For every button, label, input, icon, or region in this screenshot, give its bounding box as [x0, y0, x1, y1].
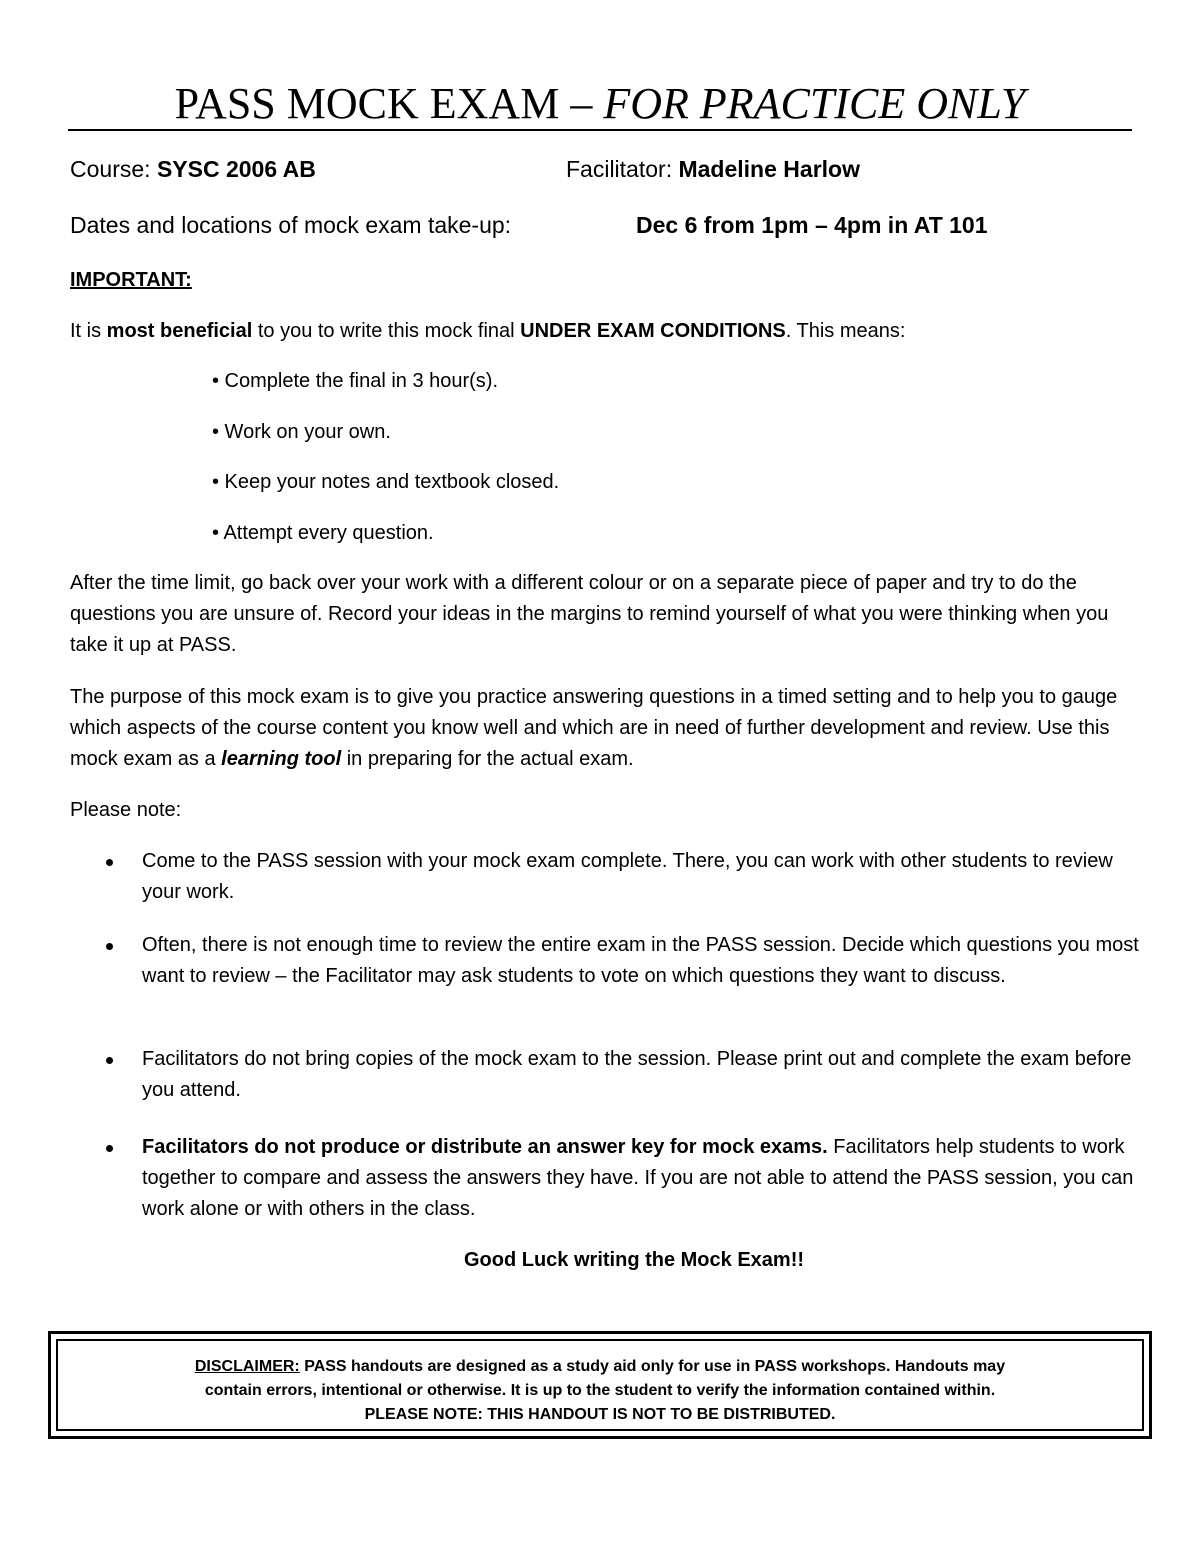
facilitator-label: Facilitator: — [566, 156, 679, 182]
after-time-paragraph: After the time limit, go back over your work with a different colour or on a separate piece of paper and try to do the questions you are unsure of. Record your ideas in the margins to remind yourself of what you were thinking when you take it up at PASS. — [70, 572, 1109, 656]
disclaimer-label: DISCLAIMER: — [194, 1358, 300, 1375]
title-divider — [68, 129, 1132, 131]
course-value: SYSC 2006 AB — [156, 156, 316, 182]
please-note-list — [70, 846, 1140, 1226]
bullet-icon — [106, 1057, 113, 1064]
condition-item: • Complete the final in 3 hour(s). — [212, 370, 499, 392]
intro-bold-2: UNDER EXAM CONDITIONS — [520, 320, 786, 342]
title-emphasis: FOR PRACTICE ONLY — [603, 79, 1026, 128]
disclaimer-box — [48, 1331, 1152, 1439]
title-main: PASS MOCK EXAM – — [174, 79, 604, 128]
facilitator-value: Madeline Harlow — [678, 156, 860, 182]
intro-text-1: It is — [70, 320, 107, 342]
bullet-icon — [106, 859, 113, 866]
purpose-text-1: The purpose of this mock exam is to give you practice answering questions in a timed setting and to help you to gauge which aspects of the course content you know well and which are in need of further development and review. Use this mock exam as a — [70, 686, 1118, 770]
disclaimer-line-1: DISCLAIMER: PASS handouts are designed as a study aid only for use in PASS workshops. Handouts may — [194, 1358, 1006, 1375]
intro-bold-1: most beneficial — [106, 320, 253, 342]
page-title — [0, 78, 1200, 130]
closing-message: Good Luck writing the Mock Exam!! — [463, 1249, 805, 1271]
intro-text-3: . This means: — [785, 320, 906, 342]
course-line — [70, 154, 316, 184]
list-item-text: Often, there is not enough time to review the entire exam in the PASS session. Decide which questions you most want to review – the Facilitator may ask students to vote on which questions they want to discuss. — [142, 934, 1139, 987]
purpose-emphasis: learning tool — [221, 748, 342, 770]
condition-item: • Work on your own. — [212, 421, 391, 443]
condition-item: • Attempt every question. — [212, 522, 434, 544]
disclaimer-text — [58, 1355, 1142, 1427]
dates-label: Dates and locations of mock exam take-up: — [70, 212, 512, 238]
important-heading: IMPORTANT: — [70, 269, 192, 291]
course-label: Course: — [70, 156, 157, 182]
disclaimer-line-3: PLEASE NOTE: THIS HANDOUT IS NOT TO BE DISTRIBUTED. — [364, 1406, 836, 1423]
list-item-text: Facilitators do not bring copies of the mock exam to the session. Please print out and complete the exam before you attend. — [142, 1048, 1132, 1101]
disclaimer-line-2: contain errors, intentional or otherwise. It is up to the student to verify the information contained within. — [204, 1382, 996, 1399]
please-note-label: Please note: — [70, 799, 182, 821]
list-item-text: Come to the PASS session with your mock exam complete. There, you can work with other students to review your work. — [142, 850, 1113, 903]
condition-item: • Keep your notes and textbook closed. — [212, 471, 560, 493]
list-item-text: Facilitators do not produce or distribute an answer key for mock exams. Facilitators help students to work together to compare and assess the answers they have. If you are not able to attend the PASS session, you can work alone or with others in the class. — [142, 1136, 1134, 1220]
facilitator-line — [566, 154, 860, 184]
purpose-text-2: in preparing for the actual exam. — [341, 748, 634, 770]
important-intro — [70, 316, 905, 347]
intro-text-2: to you to write this mock final — [252, 320, 521, 342]
bullet-icon — [106, 1145, 113, 1152]
purpose-paragraph — [70, 682, 1140, 775]
disclaimer-inner-border — [56, 1339, 1144, 1431]
bullet-icon — [106, 943, 113, 950]
dates-value: Dec 6 from 1pm – 4pm in AT 101 — [636, 212, 988, 238]
